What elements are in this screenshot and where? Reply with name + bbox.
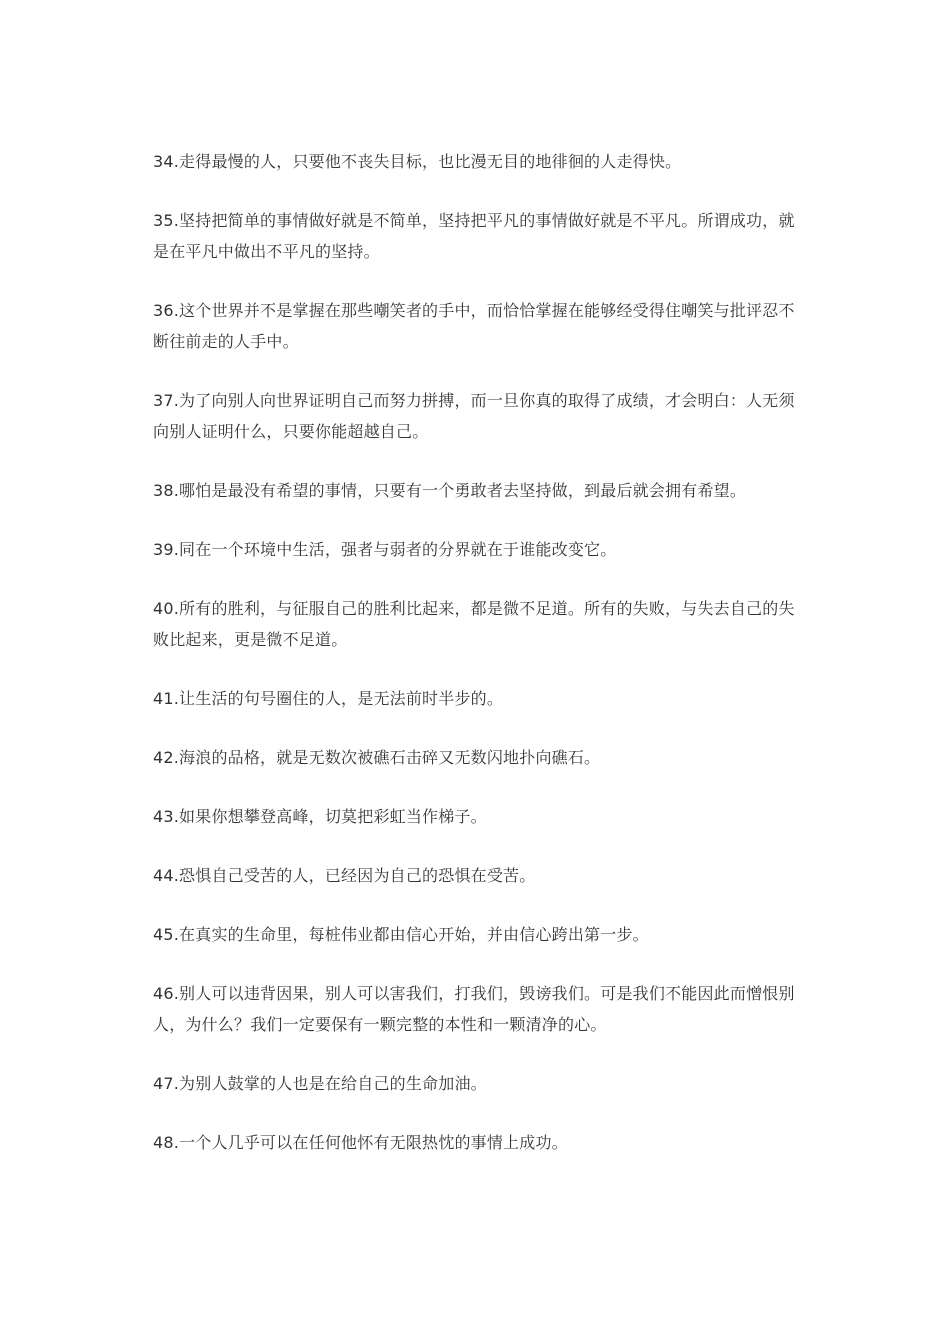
quote-42: 42.海浪的品格，就是无数次被礁石击碎又无数闪地扑向礁石。 — [153, 748, 601, 767]
quote-36: 36.这个世界并不是掌握在那些嘲笑者的手中，而恰恰掌握在能够经受得住嘲笑与批评忍不断往前走的人手中。 — [153, 301, 795, 351]
quote-41: 41.让生活的句号圈住的人，是无法前时半步的。 — [153, 689, 504, 708]
quote-35: 35.坚持把简单的事情做好就是不简单，坚持把平凡的事情做好就是不平凡。所谓成功，就是在平凡中做出不平凡的坚持。 — [153, 211, 795, 261]
quote-40: 40.所有的胜利，与征服自己的胜利比起来，都是微不足道。所有的失败，与失去自己的失败比起来，更是微不足道。 — [153, 599, 795, 649]
quote-39: 39.同在一个环境中生活，强者与弱者的分界就在于谁能改变它。 — [153, 540, 617, 559]
quote-list — [153, 146, 801, 1186]
quote-38: 38.哪怕是最没有希望的事情，只要有一个勇敢者去坚持做，到最后就会拥有希望。 — [153, 481, 747, 500]
quote-45: 45.在真实的生命里，每桩伟业都由信心开始，并由信心跨出第一步。 — [153, 925, 649, 944]
quote-43: 43.如果你想攀登高峰，切莫把彩虹当作梯子。 — [153, 807, 487, 826]
quote-37: 37.为了向别人向世界证明自己而努力拼搏，而一旦你真的取得了成绩，才会明白：人无须向别人证明什么，只要你能超越自己。 — [153, 391, 795, 441]
quote-34: 34.走得最慢的人，只要他不丧失目标，也比漫无目的地徘徊的人走得快。 — [153, 152, 682, 171]
quote-48: 48.一个人几乎可以在任何他怀有无限热忱的事情上成功。 — [153, 1133, 568, 1152]
quote-46: 46.别人可以违背因果，别人可以害我们，打我们，毁谤我们。可是我们不能因此而憎恨别人，为什么？我们一定要保有一颗完整的本性和一颗清净的心。 — [153, 984, 795, 1034]
quote-44: 44.恐惧自己受苦的人，已经因为自己的恐惧在受苦。 — [153, 866, 536, 885]
quote-47: 47.为别人鼓掌的人也是在给自己的生命加油。 — [153, 1074, 487, 1093]
